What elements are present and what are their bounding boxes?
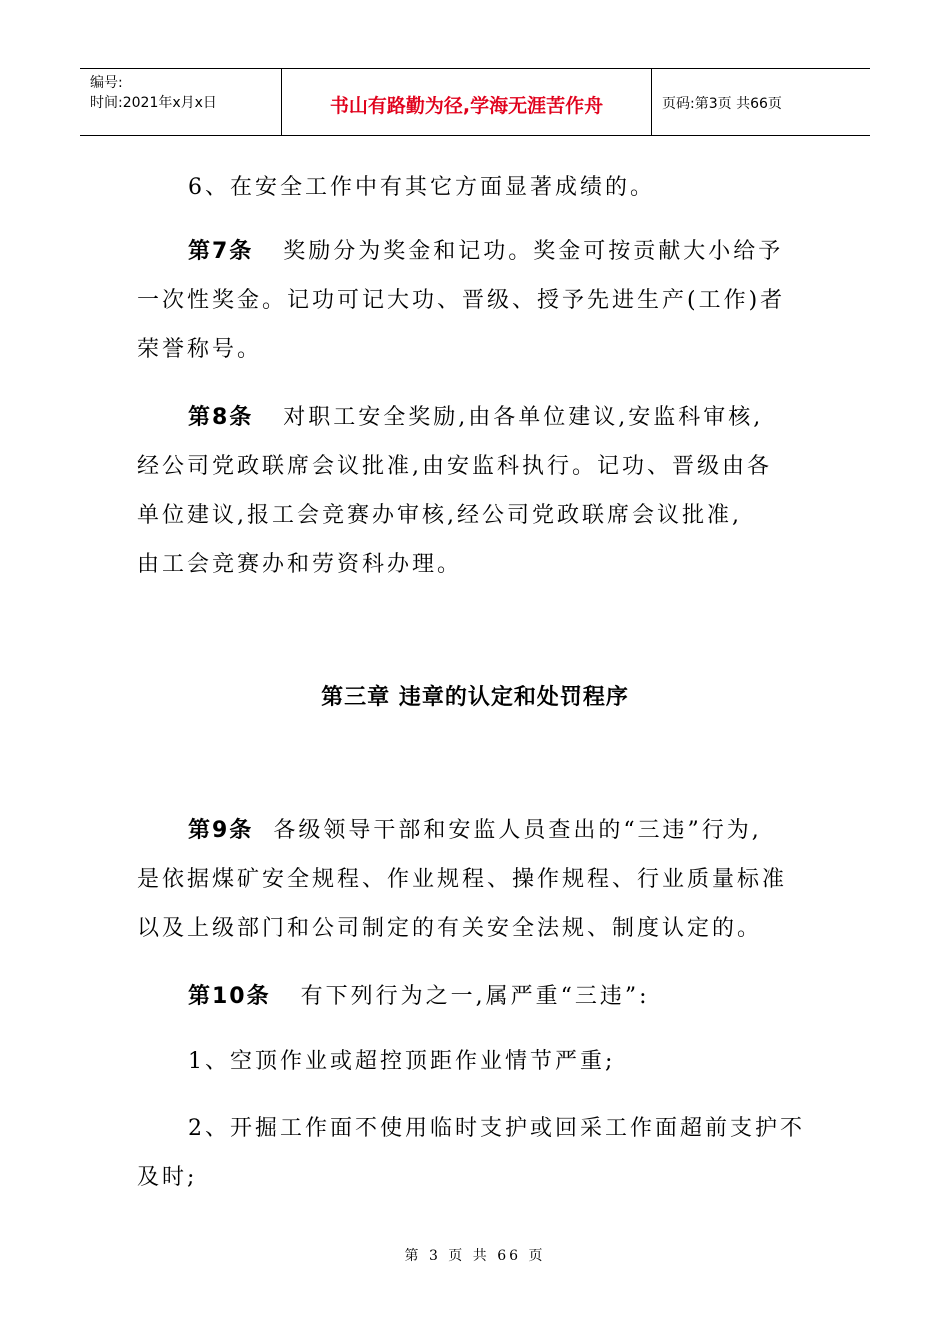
doc-number-label: 编号: [90, 75, 123, 91]
header-meta-cell [80, 69, 282, 135]
article-8-line-2: 经公司党政联席会议批准,由安监科执行。记功、晋级由各 [137, 454, 772, 479]
article-9-paragraph [137, 815, 787, 962]
article-7-line-1: 奖励分为奖金和记功。奖金可按贡献大小给予 [283, 239, 784, 264]
article-10-line-1: 有下列行为之一,属严重“三违”: [300, 984, 650, 1009]
article-9-title: 第9条 [188, 818, 254, 843]
article-10-title: 第10条 [188, 984, 271, 1009]
article-8-line-4: 由工会竞赛办和劳资科办理。 [137, 552, 463, 577]
item-2-paragraph [137, 1113, 805, 1211]
article-8-line-3: 单位建议,报工会竞赛办审核,经公司党政联席会议批准, [137, 503, 742, 528]
item-6-paragraph [188, 172, 655, 221]
header-motto: 书山有路勤为径,学海无涯苦作舟 [282, 69, 652, 135]
article-7-line-2: 一次性奖金。记功可记大功、晋级、授予先进生产(工作)者 [137, 288, 786, 313]
header-page-info: 页码:第3页 共66页 [662, 96, 782, 112]
item-1-text: 1、空顶作业或超控顶距作业情节严重; [188, 1049, 616, 1074]
article-9-line-1: 各级领导干部和安监人员查出的“三违”行为, [273, 818, 762, 843]
item-6-text: 6、在安全工作中有其它方面显著成绩的。 [188, 175, 655, 200]
article-8-paragraph [137, 402, 772, 598]
article-9-line-2: 是依据煤矿安全规程、作业规程、操作规程、行业质量标准 [137, 867, 788, 892]
article-9-line-3: 以及上级部门和公司制定的有关安全法规、制度认定的。 [137, 916, 763, 941]
item-2-line-2: 及时; [137, 1165, 198, 1190]
chapter-3-heading: 第三章 违章的认定和处罚程序 [321, 685, 629, 710]
page-footer: 第 3 页 共 66 页 [404, 1248, 546, 1264]
doc-date-label: 时间:2021年x月x日 [90, 95, 217, 111]
article-7-paragraph [137, 236, 785, 383]
document-header [80, 68, 870, 136]
article-7-line-3: 荣誉称号。 [137, 337, 263, 362]
article-10-paragraph [188, 981, 650, 1030]
article-8-title: 第8条 [188, 405, 254, 430]
item-1-paragraph [188, 1046, 615, 1095]
article-8-line-1: 对职工安全奖励,由各单位建议,安监科审核, [283, 405, 764, 430]
article-7-title: 第7条 [188, 239, 254, 264]
item-2-line-1: 2、开掘工作面不使用临时支护或回采工作面超前支护不 [188, 1116, 805, 1141]
